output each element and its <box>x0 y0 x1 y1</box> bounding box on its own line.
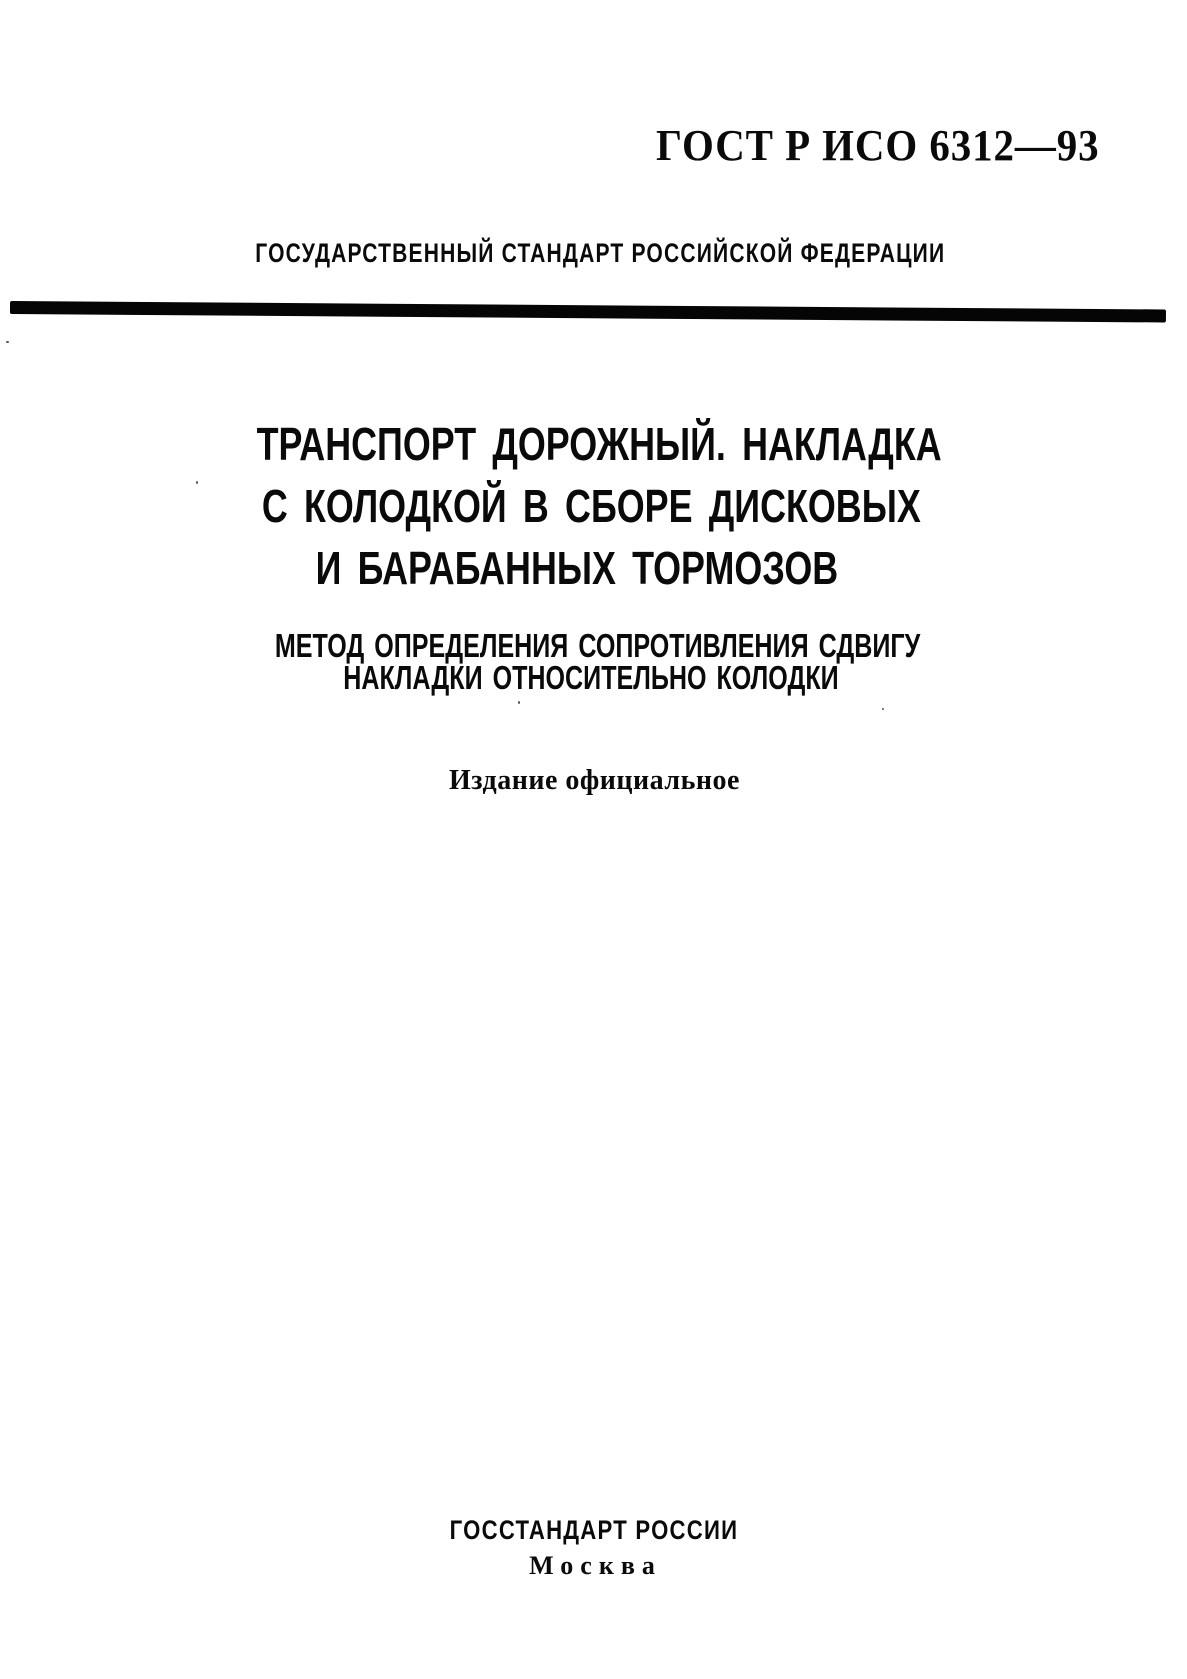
header-divider-rule <box>10 301 1166 322</box>
state-standard-header-text: ГОСУДАРСТВЕННЫЙ СТАНДАРТ РОССИЙСКОЙ ФЕДЕРАЦИИ <box>255 238 946 268</box>
standard-code: ГОСТ Р ИСО 6312—93 <box>656 121 1100 170</box>
scan-speck <box>6 341 9 343</box>
subtitle-line-1-text: МЕТОД ОПРЕДЕЛЕНИЯ СОПРОТИВЛЕНИЯ СДВИГУ <box>274 627 921 664</box>
scan-speck <box>882 708 884 710</box>
title-line-1 <box>0 418 1187 470</box>
title-line-1-text: ТРАНСПОРТ ДОРОЖНЫЙ. НАКЛАДКА <box>256 418 943 470</box>
title-line-2-text: С КОЛОДКОЙ В СБОРЕ ДИСКОВЫХ <box>262 480 921 532</box>
scan-speck <box>518 701 520 704</box>
title-line-3-text: И БАРАБАННЫХ ТОРМОЗОВ <box>315 542 838 594</box>
edition-note-text: Издание официальное <box>449 765 740 796</box>
subtitle-line-1 <box>0 629 1187 662</box>
subtitle-line-2 <box>0 661 1187 694</box>
publication-city <box>0 1553 1187 1579</box>
edition-note <box>0 767 1187 795</box>
title-line-2 <box>0 480 1187 532</box>
subtitle-line-2-text: НАКЛАДКИ ОТНОСИТЕЛЬНО КОЛОДКИ <box>342 659 839 696</box>
scan-speck <box>196 481 198 484</box>
state-standard-header <box>0 240 1187 267</box>
publisher-name <box>0 1517 1187 1544</box>
publisher-name-text: ГОССТАНДАРТ РОССИИ <box>449 1515 738 1545</box>
publication-city-text: Москва <box>529 1551 662 1580</box>
title-line-3 <box>0 542 1187 594</box>
